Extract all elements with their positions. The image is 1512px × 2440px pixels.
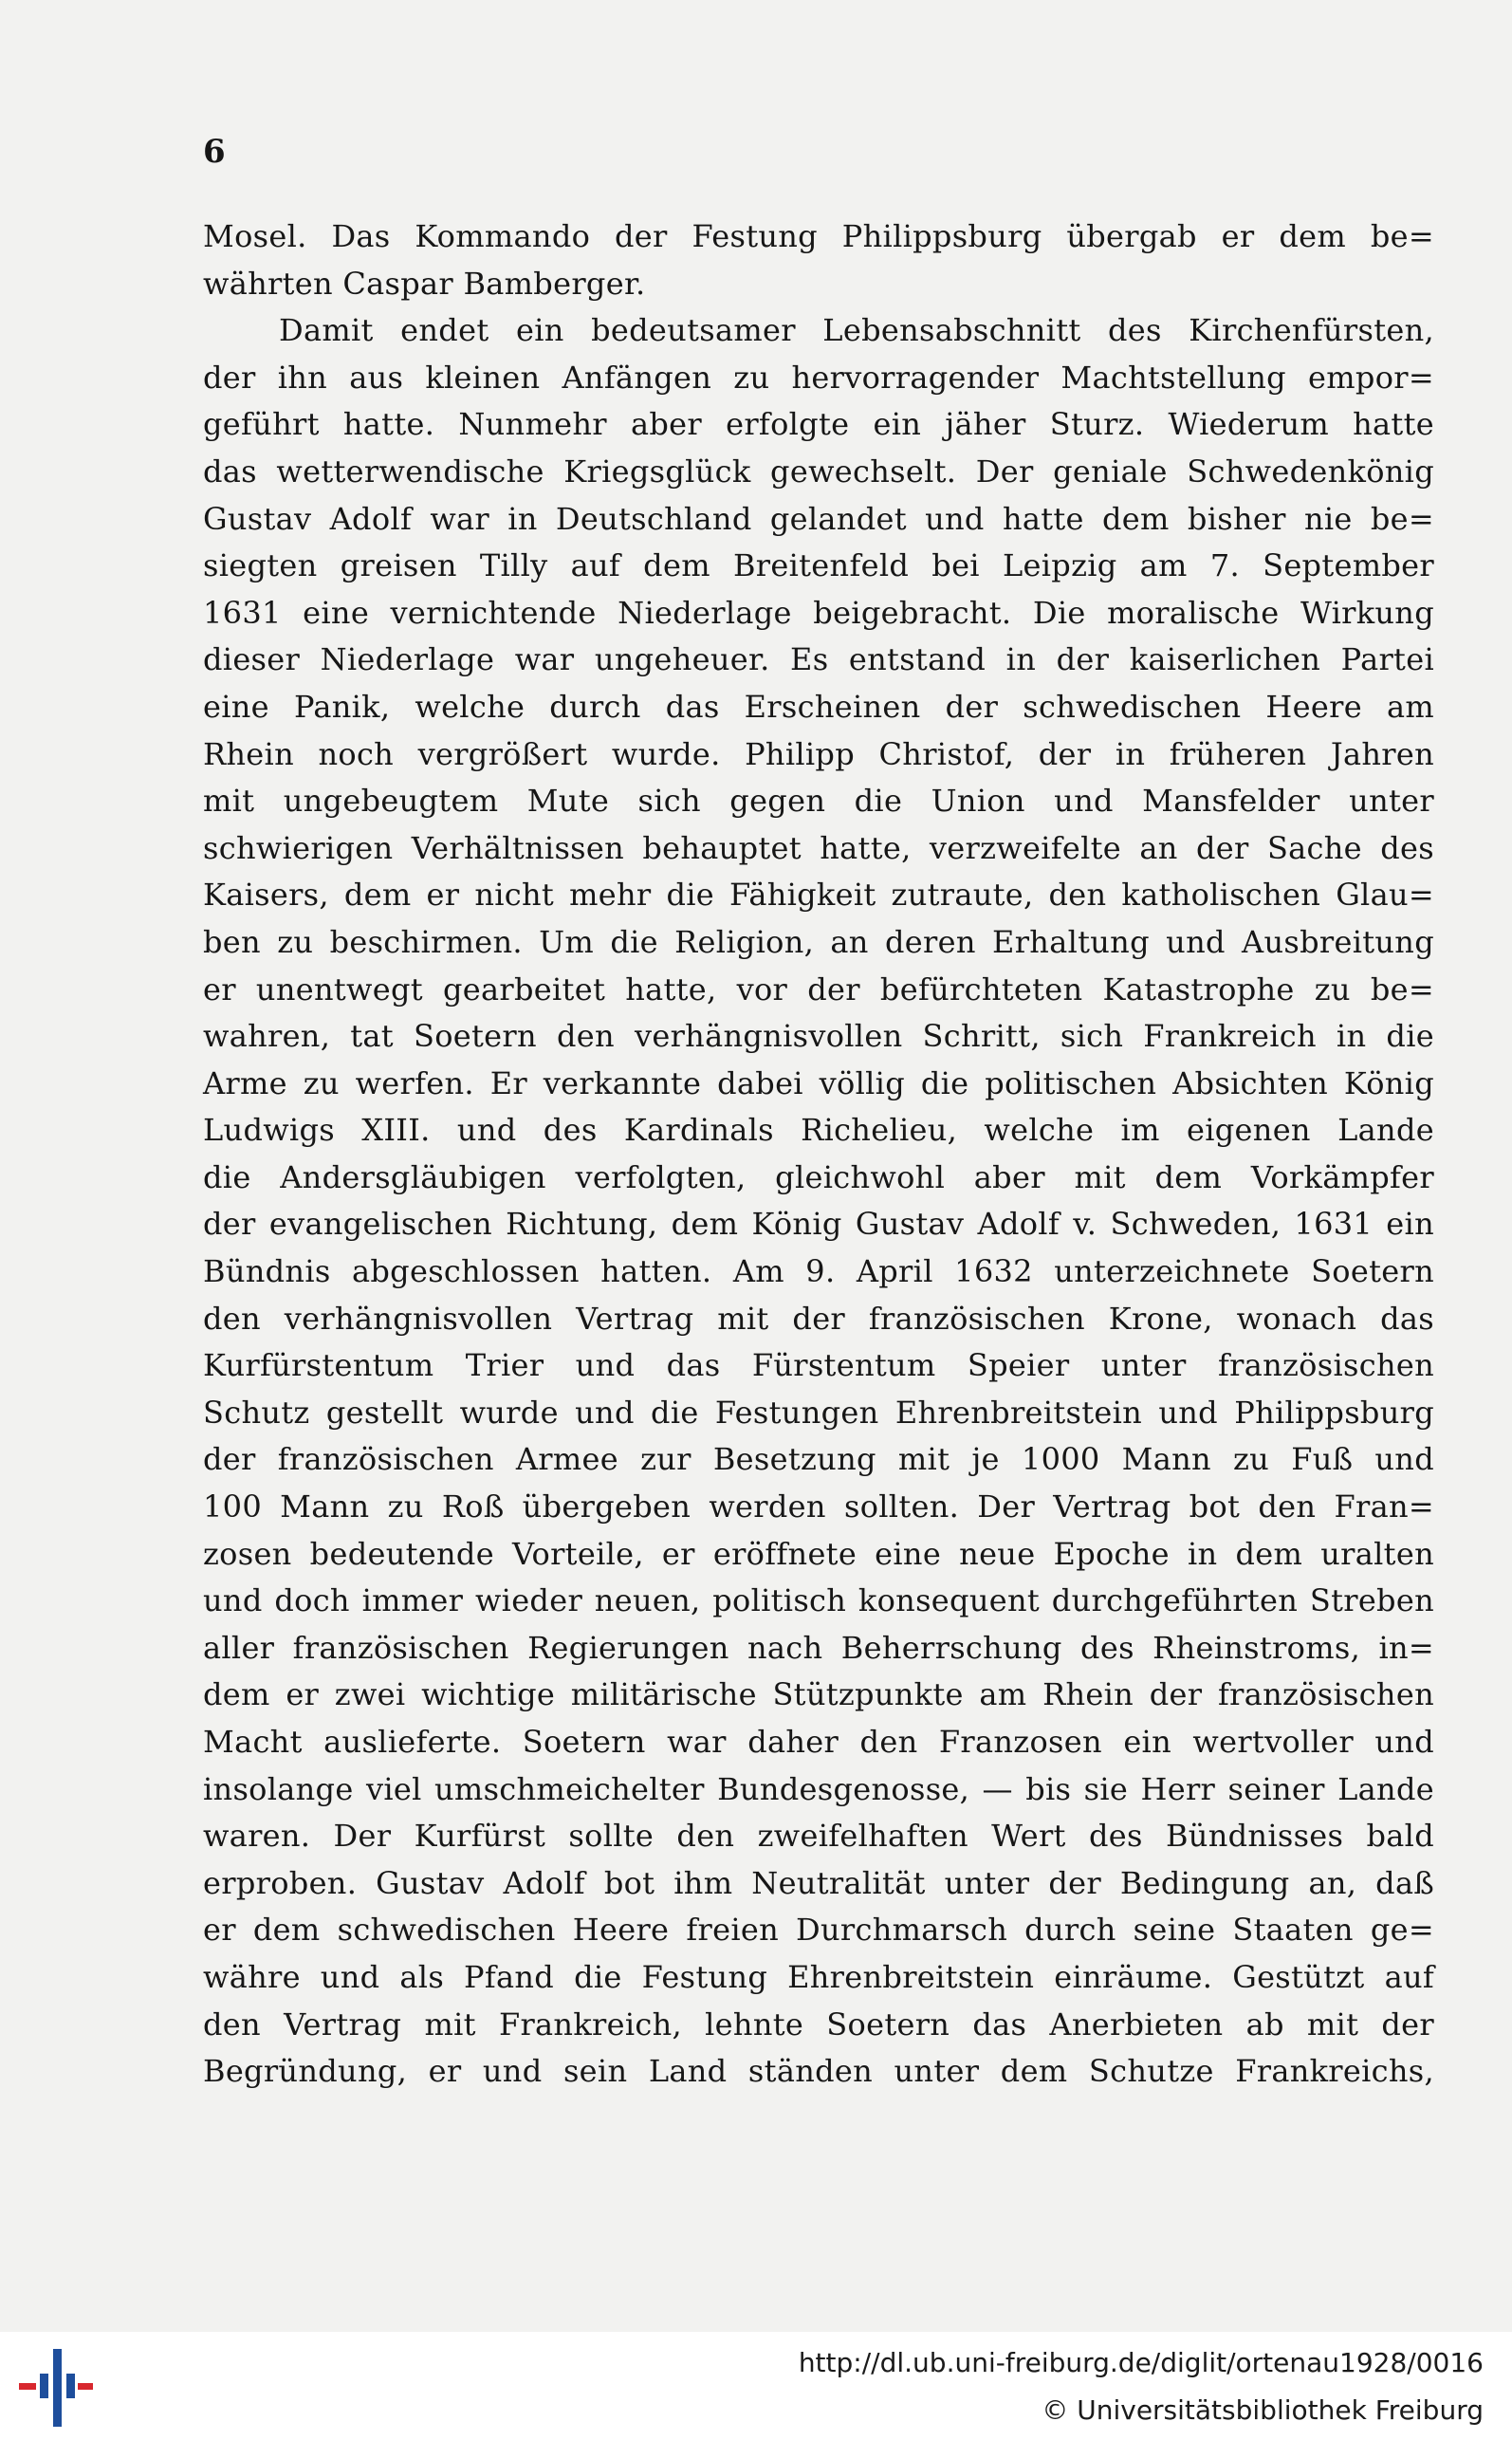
text-line: Gustav Adolf war in Deutschland gelandet und hatte dem bisher nie be=: [203, 500, 1434, 537]
text-line: Bündnis abgeschlossen hatten. Am 9. April 1632 unterzeichnete Soetern: [203, 1253, 1434, 1290]
text-line: er dem schwedischen Heere freien Durchmarsch durch seine Staaten ge=: [203, 1912, 1434, 1949]
text-line: 1631 eine vernichtende Niederlage beigebracht. Die moralische Wirkung: [203, 594, 1434, 631]
text-line: 100 Mann zu Roß übergeben werden sollten. Der Vertrag bot den Fran=: [203, 1488, 1434, 1525]
text-line: dieser Niederlage war ungeheuer. Es entstand in der kaiserlichen Partei: [203, 641, 1434, 678]
text-line: dem er zwei wichtige militärische Stützpunkte am Rhein der französischen: [203, 1676, 1434, 1713]
text-line: das wetterwendische Kriegsglück gewechselt. Der geniale Schwedenkönig: [203, 453, 1434, 490]
text-line: Kurfürstentum Trier und das Fürstentum Speier unter französischen: [203, 1347, 1434, 1384]
text-line: siegten greisen Tilly auf dem Breitenfeld bei Leipzig am 7. September: [203, 547, 1434, 584]
text-line: Damit endet ein bedeutsamer Lebensabschnitt des Kirchenfürsten,: [279, 312, 1434, 349]
text-line: wahren, tat Soetern den verhängnisvollen Schritt, sich Frankreich in die: [203, 1018, 1434, 1055]
text-line: waren. Der Kurfürst sollte den zweifelhaften Wert des Bündnisses bald: [203, 1818, 1434, 1855]
text-line: Arme zu werfen. Er verkannte dabei völlig die politischen Absichten König: [203, 1064, 1434, 1101]
text-line: geführt hatte. Nunmehr aber erfolgte ein jäher Sturz. Wiederum hatte: [203, 406, 1434, 443]
text-line: der französischen Armee zur Besetzung mit je 1000 Mann zu Fuß und: [203, 1441, 1434, 1478]
text-line: ben zu beschirmen. Um die Religion, an deren Erhaltung und Ausbreitung: [203, 923, 1434, 960]
text-line: zosen bedeutende Vorteile, er eröffnete eine neue Epoche in dem uralten: [203, 1535, 1434, 1572]
text-line: aller französischen Regierungen nach Beherrschung des Rheinstroms, in=: [203, 1629, 1434, 1666]
text-line: der ihn aus kleinen Anfängen zu hervorragender Machtstellung empor=: [203, 359, 1434, 396]
text-line: schwierigen Verhältnissen behauptet hatte, verzweifelte an der Sache des: [203, 829, 1434, 866]
text-line: eine Panik, welche durch das Erscheinen der schwedischen Heere am: [203, 688, 1434, 725]
page-number: 6: [203, 133, 226, 171]
text-line: und doch immer wieder neuen, politisch konsequent durchgeführten Streben: [203, 1582, 1434, 1619]
text-line: währten Caspar Bamberger.: [203, 265, 646, 302]
text-line: erproben. Gustav Adolf bot ihm Neutralität unter der Bedingung an, daß: [203, 1864, 1434, 1901]
footer-url-link[interactable]: http://dl.ub.uni-freiburg.de/diglit/ortenau1928/0016: [798, 2347, 1484, 2378]
text-line: Begründung, er und sein Land ständen unter dem Schutze Frankreichs,: [203, 2053, 1434, 2090]
text-line: Ludwigs XIII. und des Kardinals Richelieu, welche im eigenen Lande: [203, 1112, 1434, 1149]
text-line: insolange viel umschmeichelter Bundesgenosse, — bis sie Herr seiner Lande: [203, 1770, 1434, 1807]
ub-freiburg-logo-icon[interactable]: [15, 2341, 97, 2431]
text-line: Macht auslieferte. Soetern war daher den Franzosen ein wertvoller und: [203, 1724, 1434, 1760]
footer-copyright: © Universitätsbibliothek Freiburg: [1042, 2394, 1484, 2426]
body-text: [203, 213, 1434, 2096]
text-line: der evangelischen Richtung, dem König Gustav Adolf v. Schweden, 1631 ein: [203, 1206, 1434, 1243]
text-line: währe und als Pfand die Festung Ehrenbreitstein einräume. Gestützt auf: [203, 1958, 1434, 1995]
text-line: er unentwegt gearbeitet hatte, vor der befürchteten Katastrophe zu be=: [203, 970, 1434, 1007]
text-line: die Andersgläubigen verfolgten, gleichwohl aber mit dem Vorkämpfer: [203, 1158, 1434, 1195]
text-line: Mosel. Das Kommando der Festung Philippsburg übergab er dem be=: [203, 218, 1434, 254]
text-line: mit ungebeugtem Mute sich gegen die Union und Mansfelder unter: [203, 783, 1434, 820]
text-line: den Vertrag mit Frankreich, lehnte Soetern das Anerbieten ab mit der: [203, 2006, 1434, 2043]
text-line: Kaisers, dem er nicht mehr die Fähigkeit zutraute, den katholischen Glau=: [203, 877, 1434, 914]
viewer-footer: [0, 2332, 1512, 2440]
text-line: den verhängnisvollen Vertrag mit der französischen Krone, wonach das: [203, 1300, 1434, 1337]
text-line: Rhein noch vergrößert wurde. Philipp Christof, der in früheren Jahren: [203, 735, 1434, 772]
text-line: Schutz gestellt wurde und die Festungen Ehrenbreitstein und Philippsburg: [203, 1394, 1434, 1431]
